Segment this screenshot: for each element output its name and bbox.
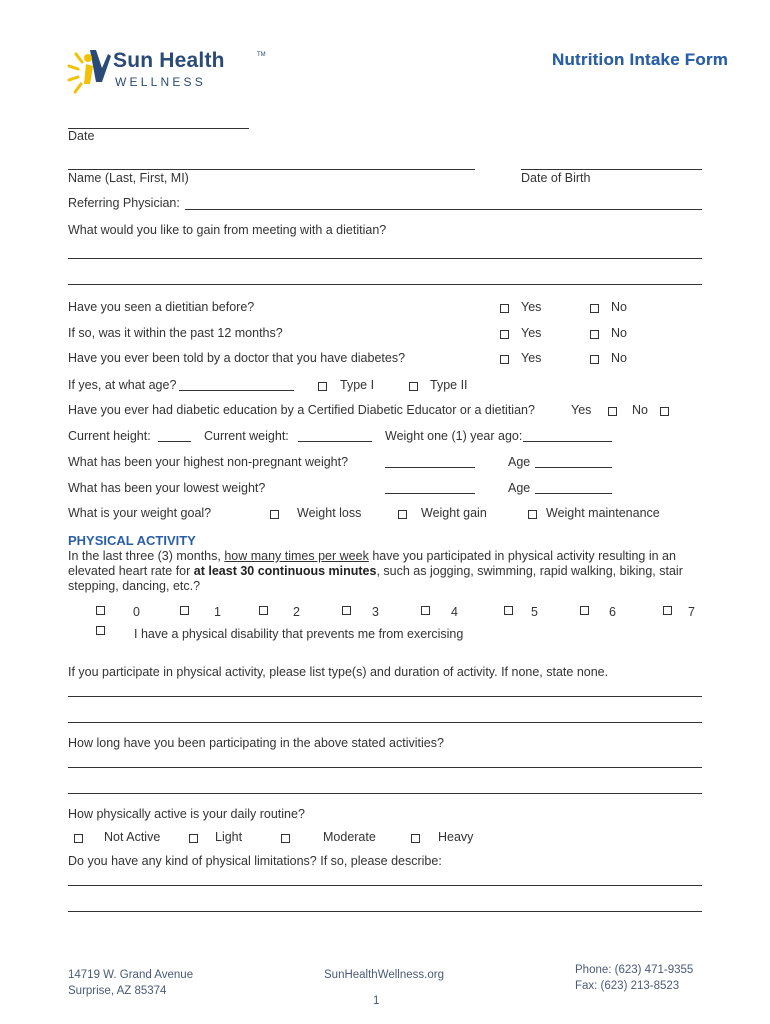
dob-field-line[interactable] — [521, 169, 702, 170]
weight-maintenance-label: Weight maintenance — [546, 506, 660, 520]
education-no-label: No — [632, 403, 648, 417]
heavy-label: Heavy — [438, 830, 474, 844]
highest-weight-line[interactable] — [385, 467, 475, 468]
limitations-question: Do you have any kind of physical limitations? If so, please describe: — [68, 854, 442, 868]
highest-weight-question: What has been your highest non-pregnant weight? — [68, 455, 349, 469]
name-label: Name (Last, First, MI) — [68, 171, 189, 185]
seen-dietitian-question: Have you seen a dietitian before? — [68, 300, 255, 314]
type-1-label: Type I — [340, 378, 375, 392]
no-label: No — [611, 351, 627, 365]
yes-label: Yes — [521, 300, 542, 314]
times-3-label: 3 — [372, 605, 379, 619]
not-active-label: Not Active — [104, 830, 161, 844]
weight-gain-checkbox[interactable] — [398, 510, 407, 519]
highest-age-line[interactable] — [535, 467, 612, 468]
date-field-line[interactable] — [68, 128, 249, 129]
date-label: Date — [68, 129, 95, 143]
times-7-label: 7 — [688, 605, 695, 619]
dob-label: Date of Birth — [521, 171, 591, 185]
current-weight-line[interactable] — [298, 441, 372, 442]
physical-activity-heading: PHYSICAL ACTIVITY — [68, 533, 196, 548]
not-active-checkbox[interactable] — [74, 834, 83, 843]
lowest-age-line[interactable] — [535, 493, 612, 494]
referring-physician-label: Referring Physician: — [68, 196, 180, 210]
footer-address — [68, 967, 193, 999]
type-2-checkbox[interactable] — [409, 382, 418, 391]
footer-fax: Fax: (623) 213-8523 — [575, 980, 680, 992]
diabetes-yes-checkbox[interactable] — [500, 355, 509, 364]
moderate-label: Moderate — [323, 830, 376, 844]
form-title: Nutrition Intake Form — [552, 50, 729, 69]
times-7-checkbox[interactable] — [663, 606, 672, 615]
brand-trademark: TM — [257, 52, 266, 58]
brand-subtitle: WELLNESS — [115, 75, 206, 89]
weight-gain-label: Weight gain — [421, 506, 487, 520]
footer-phone: Phone: (623) 471-9355 — [575, 964, 694, 976]
type-2-label: Type II — [430, 378, 468, 392]
times-4-label: 4 — [451, 605, 458, 619]
weight-goal-question: What is your weight goal? — [68, 506, 212, 520]
seen-dietitian-no-checkbox[interactable] — [590, 304, 599, 313]
disability-label: I have a physical disability that prevents me from exercising — [134, 627, 464, 641]
education-yes-checkbox[interactable] — [608, 407, 617, 416]
times-2-label: 2 — [293, 605, 300, 619]
page-number: 1 — [373, 995, 380, 1007]
no-label: No — [611, 300, 627, 314]
times-6-checkbox[interactable] — [580, 606, 589, 615]
times-6-label: 6 — [609, 605, 616, 619]
disability-checkbox[interactable] — [96, 626, 105, 635]
address-line-2: Surprise, AZ 85374 — [68, 985, 167, 997]
diabetes-age-line[interactable] — [179, 390, 294, 391]
daily-routine-question: How physically active is your daily routine? — [68, 807, 305, 821]
highest-age-label: Age — [508, 455, 531, 469]
lowest-weight-question: What has been your lowest weight? — [68, 481, 266, 495]
education-no-checkbox[interactable] — [660, 407, 669, 416]
weight-year-ago-label: Weight one (1) year ago: — [385, 429, 523, 443]
activity-type-line-1[interactable] — [68, 696, 702, 697]
gain-question: What would you like to gain from meeting with a dietitian? — [68, 223, 387, 237]
footer-contact — [575, 962, 693, 994]
diabetes-no-checkbox[interactable] — [590, 355, 599, 364]
how-long-line-1[interactable] — [68, 767, 702, 768]
education-yes-label: Yes — [571, 403, 592, 417]
times-3-checkbox[interactable] — [342, 606, 351, 615]
weight-maintenance-checkbox[interactable] — [528, 510, 537, 519]
times-4-checkbox[interactable] — [421, 606, 430, 615]
times-0-checkbox[interactable] — [96, 606, 105, 615]
heavy-checkbox[interactable] — [411, 834, 420, 843]
diabetes-question: Have you ever been told by a doctor that you have diabetes? — [68, 351, 406, 365]
address-line-1: 14719 W. Grand Avenue — [68, 969, 194, 981]
gain-answer-line-1[interactable] — [68, 258, 702, 259]
brand-name: Sun Health — [113, 49, 225, 72]
activity-type-line-2[interactable] — [68, 722, 702, 723]
how-long-question: How long have you been participating in the above stated activities? — [68, 736, 444, 750]
past-12-months-question: If so, was it within the past 12 months? — [68, 326, 283, 340]
past-12-months-no-checkbox[interactable] — [590, 330, 599, 339]
referring-physician-line[interactable] — [185, 209, 702, 210]
lowest-weight-line[interactable] — [385, 493, 475, 494]
no-label: No — [611, 326, 627, 340]
gain-answer-line-2[interactable] — [68, 284, 702, 285]
times-1-label: 1 — [214, 605, 221, 619]
weight-loss-checkbox[interactable] — [270, 510, 279, 519]
light-checkbox[interactable] — [189, 834, 198, 843]
current-weight-label: Current weight: — [204, 429, 289, 443]
how-long-line-2[interactable] — [68, 793, 702, 794]
moderate-checkbox[interactable] — [281, 834, 290, 843]
footer-website[interactable]: SunHealthWellness.org — [324, 969, 444, 981]
type-1-checkbox[interactable] — [318, 382, 327, 391]
activity-question: In the last three (3) months, how many times per week have you participated in physical activity resulting in an elevated heart rate for at least 30 continuous minutes, such as jogging, swimming, rapid walking, biking, stair stepping, dancing, etc.? — [68, 549, 683, 593]
times-5-label: 5 — [531, 605, 538, 619]
current-height-label: Current height: — [68, 429, 151, 443]
times-5-checkbox[interactable] — [504, 606, 513, 615]
lowest-age-label: Age — [508, 481, 531, 495]
past-12-months-yes-checkbox[interactable] — [500, 330, 509, 339]
current-height-line[interactable] — [158, 441, 191, 442]
limitations-line-2[interactable] — [68, 911, 702, 912]
weight-year-ago-line[interactable] — [523, 441, 612, 442]
times-2-checkbox[interactable] — [259, 606, 268, 615]
times-1-checkbox[interactable] — [180, 606, 189, 615]
light-label: Light — [215, 830, 243, 844]
weight-loss-label: Weight loss — [297, 506, 362, 520]
seen-dietitian-yes-checkbox[interactable] — [500, 304, 509, 313]
sun-health-logo-icon — [66, 44, 112, 96]
diabetes-age-label: If yes, at what age? — [68, 378, 177, 392]
yes-label: Yes — [521, 351, 542, 365]
name-field-line[interactable] — [68, 169, 475, 170]
limitations-line-1[interactable] — [68, 885, 702, 886]
activity-type-duration-question: If you participate in physical activity, please list type(s) and duration of activity. If none, state none. — [68, 665, 609, 679]
yes-label: Yes — [521, 326, 542, 340]
diabetic-education-question: Have you ever had diabetic education by a Certified Diabetic Educator or a dietitian? — [68, 403, 535, 417]
times-0-label: 0 — [133, 605, 140, 619]
